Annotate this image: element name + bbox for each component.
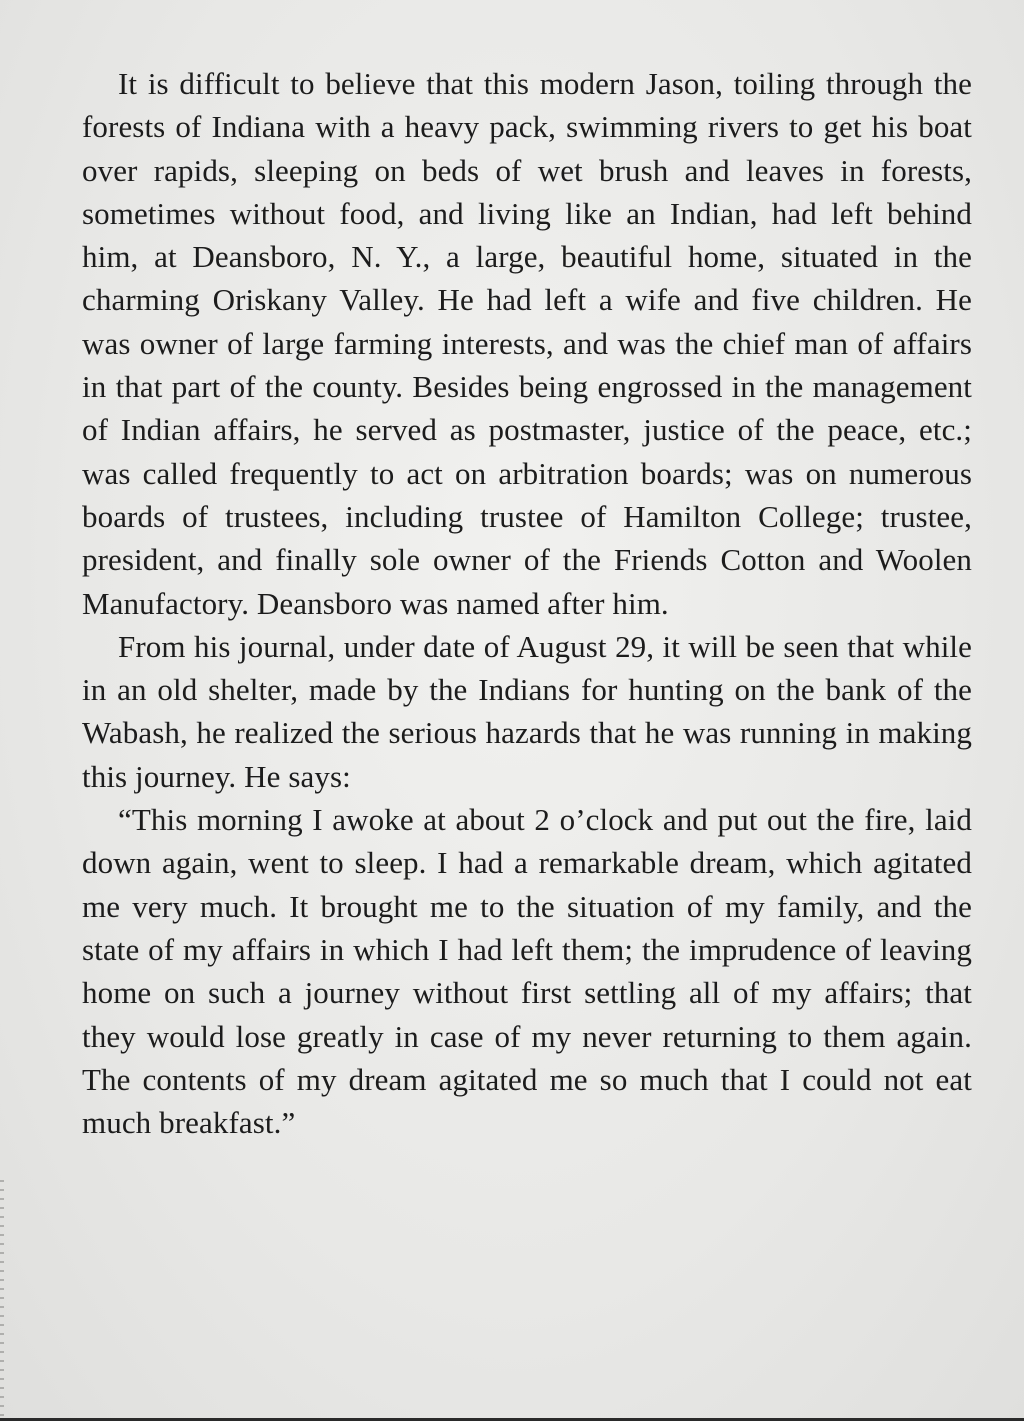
paragraph-dream-quote: “This morning I awoke at about 2 o’clock and put out the fire, laid down again, went to sleep. I had a remarkable dream, which agitated me very much. It brought me to the situation of my family, and the state of my affairs in which I had left them; the imprudence of leaving home on such a journey without first settling all of my affairs; that they would lose greatly in case of my never returning to them again. The contents of my dream agitated me so much that I could not eat much breakfast.”: [82, 802, 972, 1141]
scan-left-edge-marks: [0, 1180, 4, 1416]
page-body-text: [82, 62, 972, 1144]
paragraph-journal: From his journal, under date of August 29, it will be seen that while in an old shelter, made by the Indians for hunting on the bank of the Wabash, he realized the serious hazards that he was running in making this journey. He says:: [82, 628, 972, 794]
paragraph-jason: It is difficult to believe that this modern Jason, toiling through the forests of Indiana with a heavy pack, swimming rivers to get his boat over rapids, sleeping on beds of wet brush and leaves in forests, sometimes without food, and living like an Indian, had left behind him, at Deansboro, N. Y., a large, beautiful home, situated in the charming Oriskany Valley. He had left a wife and five children. He was owner of large farming interests, and was the chief man of affairs in that part of the county. Besides being engrossed in the management of Indian affairs, he served as postmaster, justice of the peace, etc.; was called frequently to act on arbitration boards; was on numerous boards of trustees, including trustee of Hamilton College; trustee, president, and finally sole owner of the Friends Cotton and Woolen Manufactory. Deansboro was named after him.: [82, 66, 972, 621]
